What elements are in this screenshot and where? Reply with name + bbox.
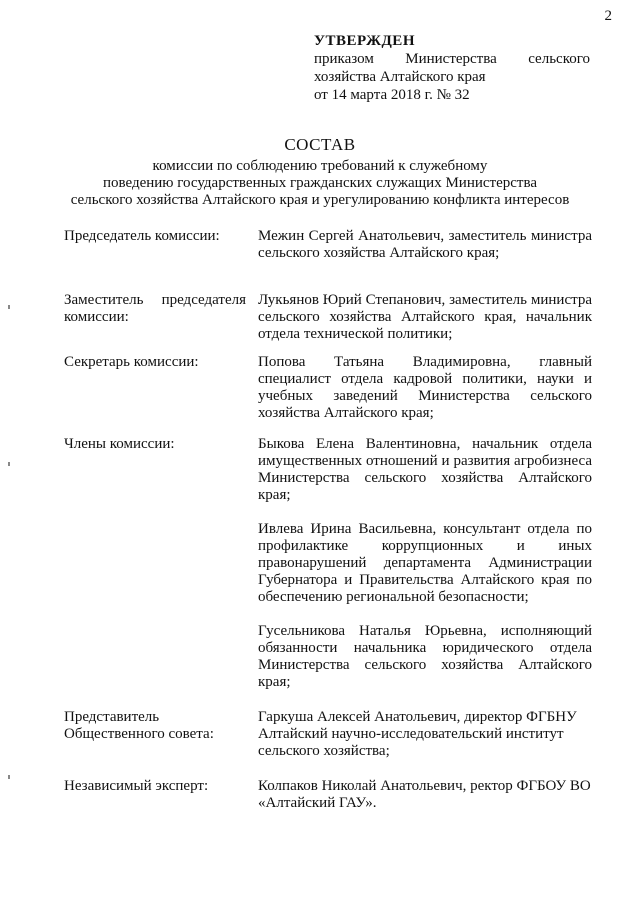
members-list [258,436,592,691]
member-1-text: Быкова Елена Валентиновна, начальник отдела имущественных отношений и развития агробизнеса Министерства сельского хозяйства Алтайского края; [258,436,592,503]
expert-person [258,778,592,812]
public-role-line-2: Общественного совета: [64,726,214,742]
scan-speck [8,462,10,466]
page-number: 2 [604,8,612,24]
secretary-text: Попова Татьяна Владимировна, главный специалист отдела кадровой политики, науки и учебных заведений Министерства сельского хозяйства Алтайского края; [258,354,592,421]
document-heading [0,135,640,209]
expert-role: Независимый эксперт: [64,778,209,794]
scan-speck [8,305,10,309]
chair-role: Председатель комиссии: [64,228,220,244]
chair-text: Межин Сергей Анатольевич, заместитель министра сельского хозяйства Алтайского края; [258,228,592,261]
deputy-text: Лукьянов Юрий Степанович, заместитель министра сельского хозяйства Алтайского края, начальник отдела технической политики; [258,292,592,342]
heading-line-3: сельского хозяйства Алтайского края и урегулированию конфликта интересов [70,192,570,208]
public-text: Гаркуша Алексей Анатольевич, директор ФГБНУ Алтайский научно-исследовательский институт сельского хозяйства; [258,709,577,759]
deputy-role-line-1: Заместитель председателя [64,292,246,308]
member-2-text: Ивлева Ирина Васильевна, консультант отдела по профилактике коррупционных и иных правонарушений департамента Администрации Губернатора и Правительства Алтайского края по обеспечению региональной безопасности; [258,521,592,605]
deputy-person [258,292,592,343]
approval-line-1: приказом Министерства сельского [314,51,590,67]
approval-line-2: хозяйства Алтайского края [314,69,486,85]
scan-speck [8,775,10,779]
members-role: Члены комиссии: [64,436,175,452]
approval-block [314,32,590,104]
chair-person [258,228,592,262]
approval-title: УТВЕРЖДЕН [314,33,415,49]
public-role-line-1: Представитель [64,709,160,725]
secretary-person [258,354,592,422]
member-3-text: Гусельникова Наталья Юрьевна, исполняющий обязанности начальника юридического отдела Министерства сельского хозяйства Алтайского края; [258,623,592,690]
approval-line-3: от 14 марта 2018 г. № 32 [314,87,470,103]
expert-text: Колпаков Николай Анатольевич, ректор ФГБОУ ВО «Алтайский ГАУ». [258,778,591,811]
heading-title: СОСТАВ [284,135,356,154]
deputy-role [64,292,246,326]
secretary-role: Секретарь комиссии: [64,354,199,370]
deputy-role-line-2: комиссии: [64,309,129,325]
heading-line-2: поведению государственных гражданских служащих Министерства [102,175,538,191]
heading-line-1: комиссии по соблюдению требований к служебному [152,158,488,174]
public-council-role [64,709,246,743]
public-council-person [258,709,592,760]
